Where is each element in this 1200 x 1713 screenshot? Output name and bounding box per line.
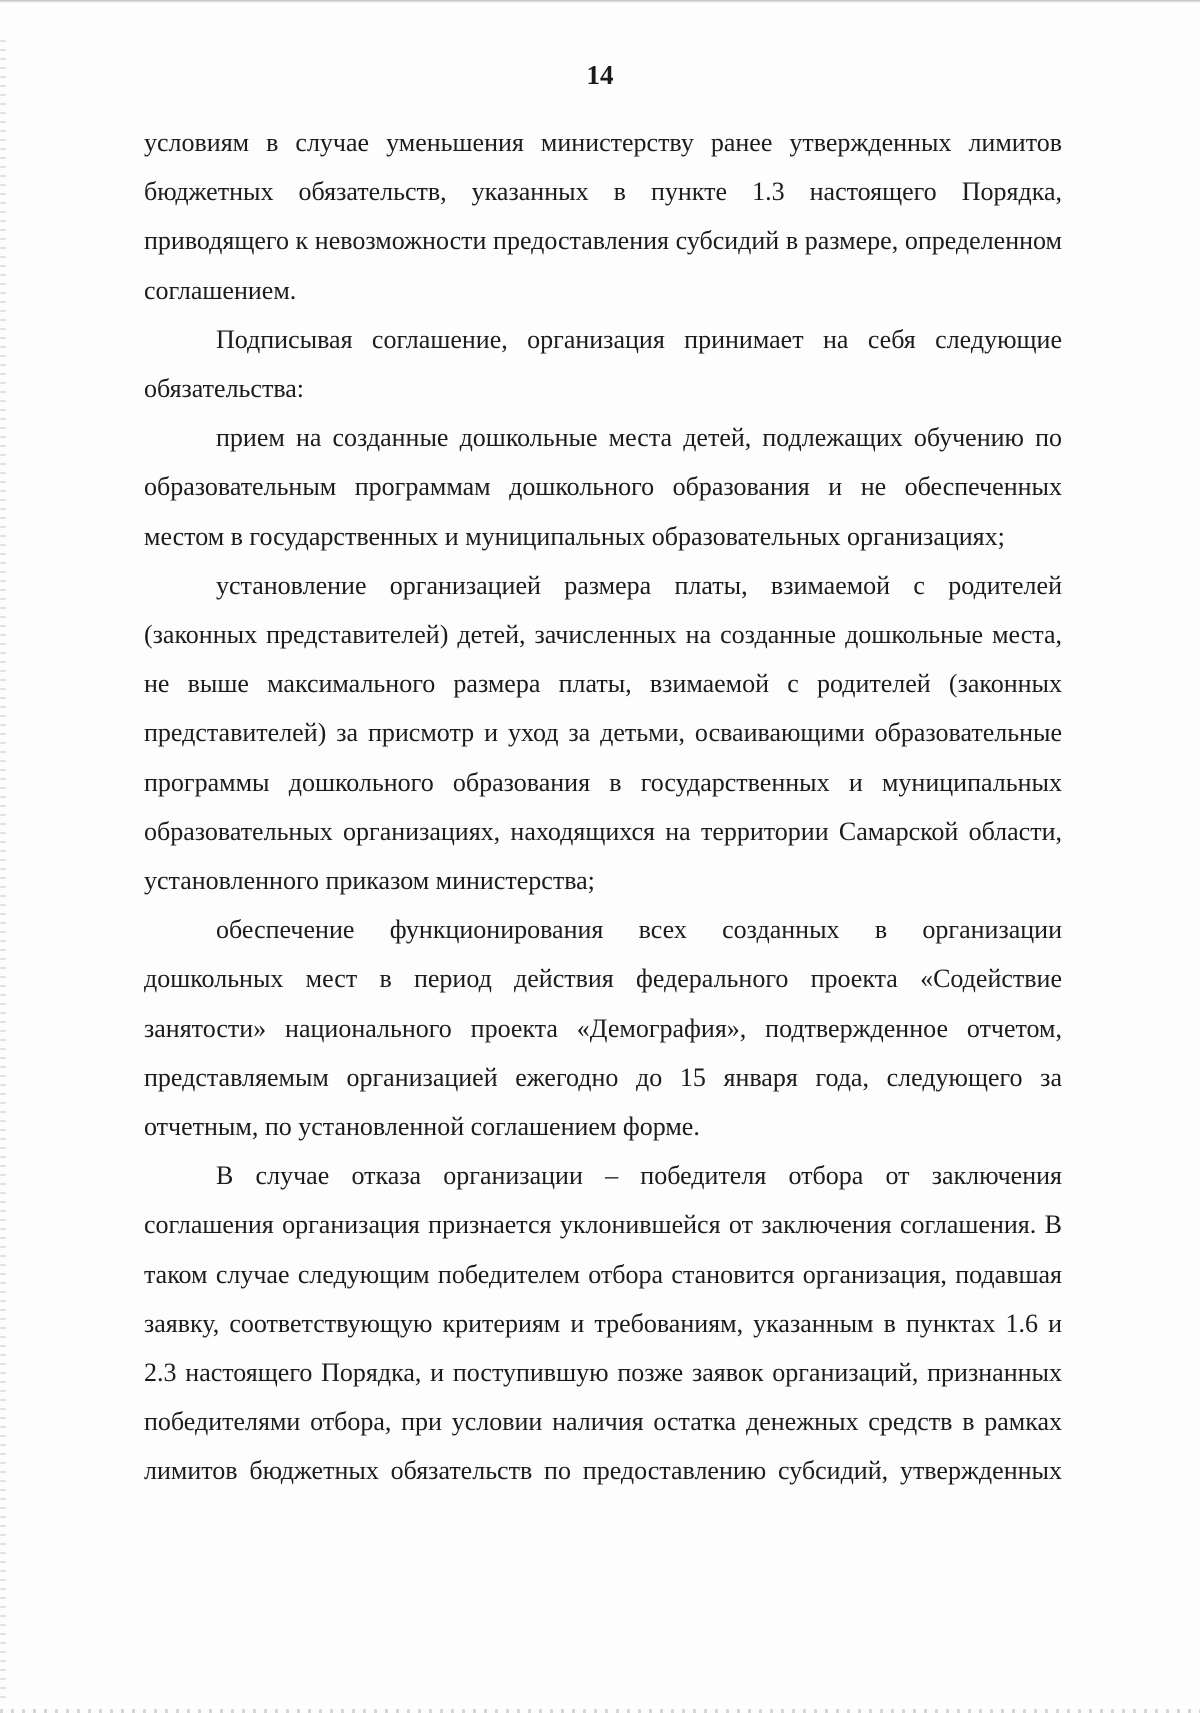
paragraph-admission: прием на созданные дошкольные места детей, подлежащих обучению по образовательным программам дошкольного образования и не обеспеченных местом в государственных и муниципальных образовательных организациях; [144,423,1062,551]
scan-top-edge [0,0,1200,3]
paragraph-fee: установление организацией размера платы, взимаемой с родителей (законных представителей) детей, зачисленных на созданные дошкольные места, не выше максимального размера платы, взимаемой с родителей (законных представителей) за присмотр и уход за детьми, осваивающими образовательные программы дошкольного образования в государственных и муниципальных образовательных организациях, находящихся на территории Самарской области, установленного приказом министерства; [144,570,1062,896]
paragraph-continuation: условиям в случае уменьшения министерству ранее утвержденных лимитов бюджетных обязательств, указанных в пункте 1.3 настоящего Порядка, приводящего к невозможности предоставления субсидий в размере, определенном соглашением. [144,128,1062,305]
scan-bottom-edge [0,1709,1200,1713]
page-number: 14 [586,60,614,90]
paragraph-refusal: В случае отказа организации – победителя отбора от заключения соглашения организация признается уклонившейся от заключения соглашения. В таком случае следующим победителем отбора становится организация, подавшая заявку, соответствующую критериям и требованиям, указанным в пунктах 1.6 и 2.3 настоящего Порядка, и поступившую позже заявок организаций, признанных победителями отбора, при условии наличия остатка денежных средств в рамках лимитов бюджетных обязательств по предоставлению субсидий, утвержденных [144,1161,1062,1486]
paragraph-obligations-intro: Подписывая соглашение, организация принимает на себя следующие обязательства: [144,324,1062,404]
document-body [144,118,1062,1496]
scan-left-edge [0,40,6,1700]
paragraph-operation: обеспечение функционирования всех созданных в организации дошкольных мест в период действия федерального проекта «Содействие занятости» национального проекта «Демография», подтвержденное отчетом, представляемым организацией ежегодно до 15 января года, следующего за отчетным, по установленной соглашением форме. [144,915,1062,1142]
